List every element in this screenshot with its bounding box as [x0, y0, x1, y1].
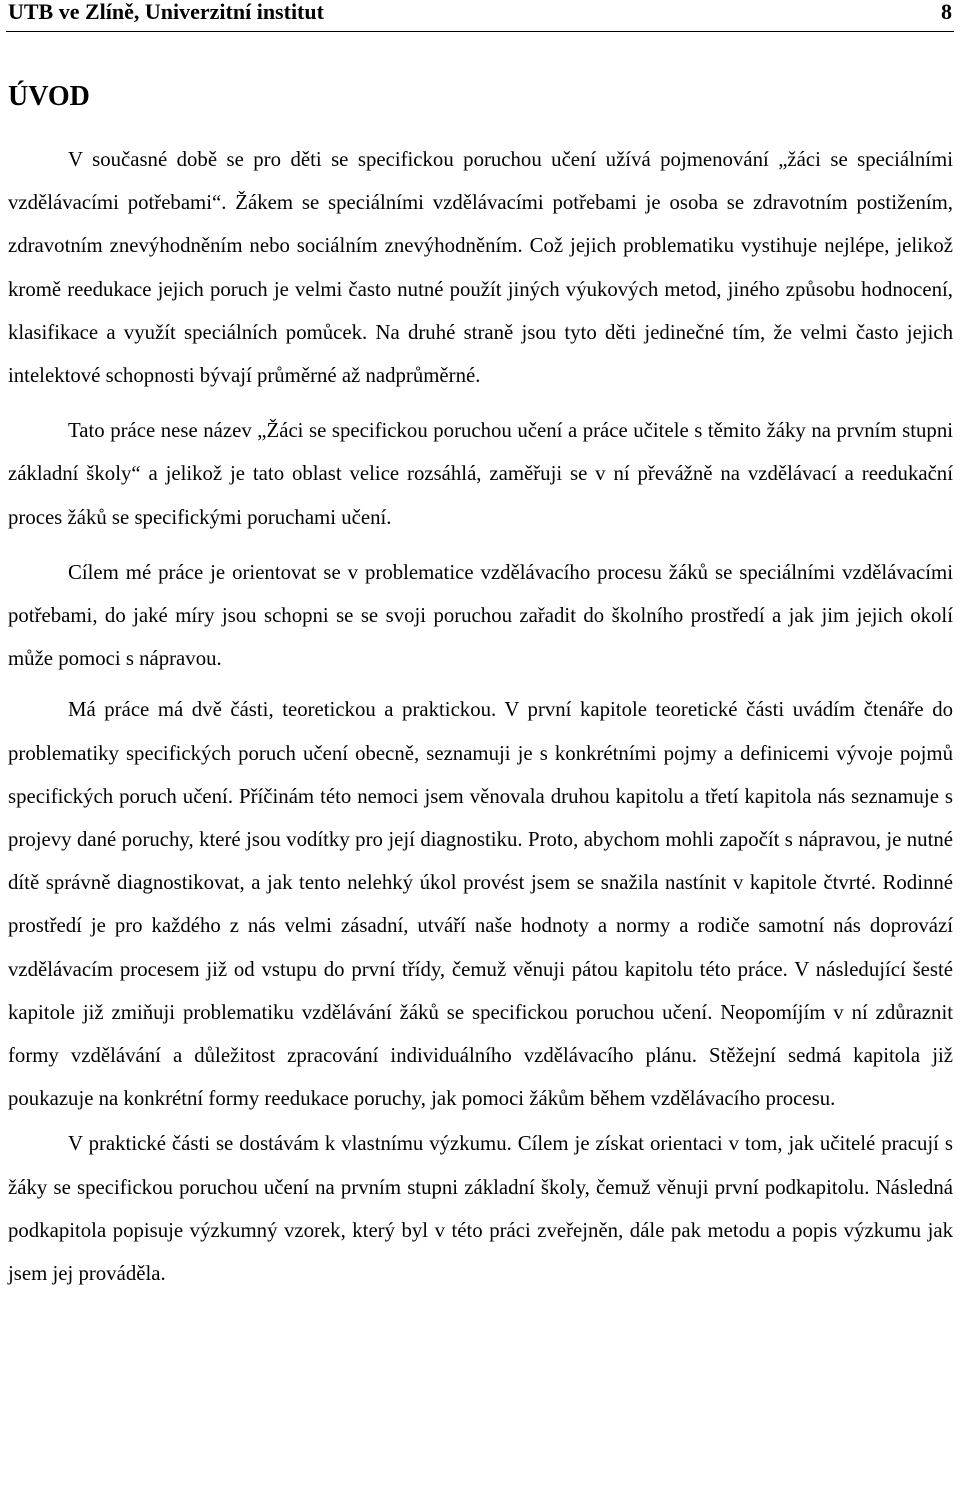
- header-institution: UTB ve Zlíně, Univerzitní institut: [8, 0, 324, 24]
- paragraph-2: Tato práce nese název „Žáci se specifickou poruchou učení a práce učitele s těmito žáky na prvním stupni základní školy“ a jelikož je tato oblast velice rozsáhlá, zaměřuji se v ní převážně na vzdělávací a reedukační proces žáků se specifickými poruchami učení.: [8, 419, 953, 529]
- paragraph-5: V praktické části se dostávám k vlastnímu výzkumu. Cílem je získat orientaci v tom, jak učitelé pracují s žáky se specifickou poruchou učení na prvním stupni základní školy, čemuž věnuji první podkapitolu. Následná podkapitola popisuje výzkumný vzorek, který byl v této práci zveřejněn, dále pak metodu a popis výzkumu jak jsem jej prováděla.: [8, 1132, 953, 1286]
- header-divider: [6, 31, 954, 32]
- section-title: ÚVOD: [8, 81, 90, 112]
- paragraph-3: Cílem mé práce je orientovat se v problematice vzdělávacího procesu žáků se speciálními vzdělávacími potřebami, do jaké míry jsou schopni se se svoji poruchou zařadit do školního prostředí a jak jim jejich okolí může pomoci s nápravou.: [8, 560, 953, 671]
- header-page-number: 8: [941, 0, 952, 24]
- running-header: [8, 0, 952, 26]
- paragraph-1: V současné době se pro děti se specifickou poruchou učení užívá pojmenování „žáci se speciálními vzdělávacími potřebami“. Žákem se speciálními vzdělávacími potřebami je osoba se zdravotním postižením, zdravotním znevýhodněním nebo sociálním znevýhodněním. Což jejich problematiku vystihuje nejlépe, jelikož kromě reedukace jejich poruch je velmi často nutné použít jiných výukových metod, jiného způsobu hodnocení, klasifikace a využít speciálních pomůcek. Na druhé straně jsou tyto děti jedinečné tím, že velmi často jejich intelektové schopnosti bývají průměrné až nadprůměrné.: [8, 148, 953, 388]
- paragraph-4: Má práce má dvě části, teoretickou a praktickou. V první kapitole teoretické části uvádím čtenáře do problematiky specifických poruch učení obecně, seznamuji je s konkrétními pojmy a definicemi vývoje pojmů specifických poruch učení. Příčinám této nemoci jsem věnovala druhou kapitolu a třetí kapitola nás seznamuje s projevy dané poruchy, které jsou vodítky pro její diagnostiku. Proto, abychom mohli započít s nápravou, je nutné dítě správně diagnostikovat, a jak tento nelehký úkol provést jsem se snažila nastínit v kapitole čtvrté. Rodinné prostředí je pro každého z nás velmi zásadní, utváří naše hodnoty a normy a rodiče samotní nás doprovází vzdělávacím procesem již od vstupu do první třídy, čemuž věnuji pátou kapitolu této práce. V následující šesté kapitole již zmiňuji problematiku vzdělávání žáků se specifickou poruchou učení. Neopomíjím v ní zdůraznit formy vzdělávání a důležitost zpracování individuálního vzdělávacího plánu. Stěžejní sedmá kapitola již poukazuje na konkrétní formy reedukace poruchy, jak pomoci žákům během vzdělávacího procesu.: [8, 698, 953, 1111]
- section-body: [8, 138, 953, 1295]
